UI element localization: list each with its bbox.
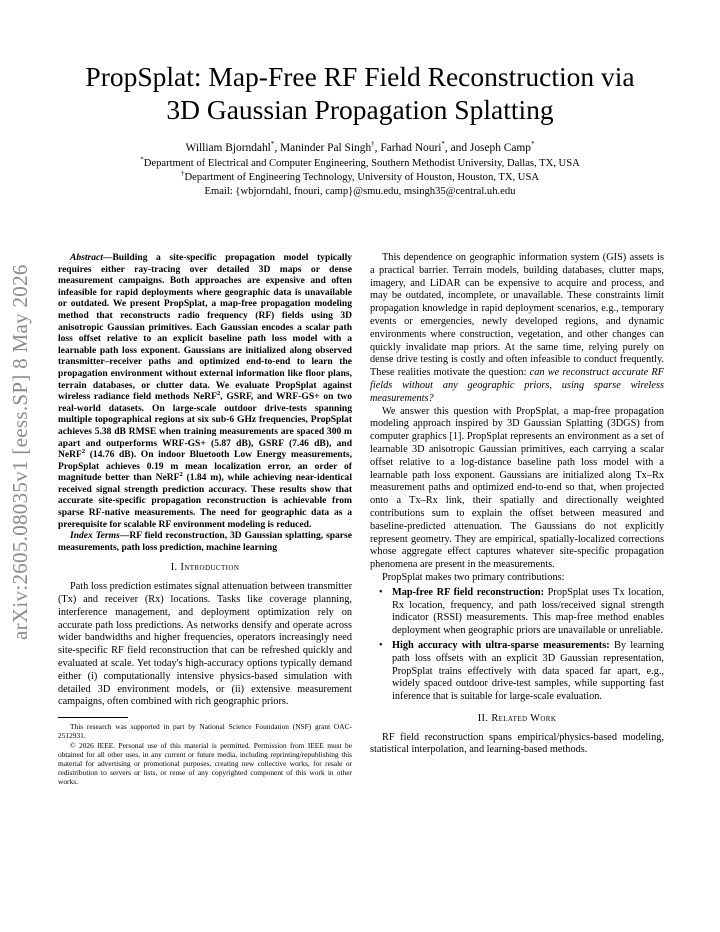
copyright-note: © 2026 IEEE. Personal use of this material is permitted. Permission from IEEE must be obtained for all other uses, in any current or future media, including reprinting/republishing this material for advertising or promotional purposes, creating new collective works, for resale or redistribution to servers or lists, or reuse of any copyrighted component of this work in other works. <box>58 740 352 787</box>
title-line-2: 3D Gaussian Propagation Splatting <box>166 94 554 125</box>
author-2-mark: † <box>371 140 375 149</box>
author-4: and Joseph Camp <box>450 142 531 154</box>
abstract-label: Abstract <box>70 252 103 263</box>
related-work-paragraph: RF field reconstruction spans empirical/physics-based modeling, statistical interpolation, and learning-based methods. <box>370 731 664 756</box>
footnote <box>58 722 352 786</box>
intro-paragraph: Path loss prediction estimates signal attenuation between transmitter (Tx) and receiver (Rx) locations. Tasks like coverage planning, interference management, and deployment optimization rely on accurate path loss predictions. As networks densify and operate across wider bandwidths and higher frequencies, operators increasingly need site-specific RF field reconstruction that can be refreshed quickly and evaluated at scale. Yet today's high-accuracy options typically demand either (i) computationally intensive physics-based simulation with detailed 3D environment models, or (ii) extensive measurement campaigns, often combined with rich geographic priors. <box>58 581 352 708</box>
index-terms: Index Terms—RF field reconstruction, 3D Gaussian splatting, sparse measurements, path loss prediction, machine learning <box>58 530 352 553</box>
section-heading-introduction: I. Introduction <box>170 562 240 574</box>
title-line-1: PropSplat: Map-Free RF Field Reconstruction via <box>85 61 635 92</box>
author-2: Maninder Pal Singh <box>280 142 372 154</box>
contribution-item-map-free: • Map-free RF field reconstruction: PropSplat uses Tx location, Rx location, frequency, and path loss/received signal strength indicator (RSSI) measurements. This map-free method enables deployment when geographic priors are unavailable or unreliable. <box>392 587 664 638</box>
funding-note: This research was supported in part by National Science Foundation (NSF) grant OAC-2512931. <box>58 722 352 741</box>
affiliation-2: †Department of Engineering Technology, University of Houston, Houston, TX, USA <box>181 169 539 183</box>
left-column <box>58 252 352 787</box>
author-1: William Bjorndahl <box>185 142 271 154</box>
author-4-mark: * <box>530 140 535 149</box>
abstract: Abstract—Building a site-specific propagation model typically requires either ray-tracing over detailed 3D maps or dense measurement campaigns. Both approaches are expensive and often infeasible for rapid deployments where geographic data is unavailable or outdated. We present PropSplat, a map-free propagation modeling method that reconstructs radio frequency (RF) fields using 3D anisotropic Gaussian primitives. Each Gaussian encodes a scalar path loss offset relative to an explicit baseline path loss model with a learnable path loss exponent. Gaussians are initialized along observed transmitter–receiver paths and optimized end-to-end to learn the propagation environment without external information like floor plans, terrain databases, or clutter data. We evaluate PropSplat against wireless radiance field methods NeRF$^2$, GSRF, and WRF-GS+ on two real-world datasets. On large-scale outdoor drive-tests spanning multiple topographical regions at six sub-6 GHz frequencies, PropSplat achieves 5.38 dB RMSE when training measurements are spaced 300 m apart and outperforms WRF-GS+ (5.87 dB), GSRF (7.46 dB), and NeRF$^2$ (14.76 dB). On indoor Bluetooth Low Energy measurements, PropSplat achieves 0.19 m mean localization error, an order of magnitude better than NeRF$^2$ (1.84 m), while achieving near-identical received signal strength prediction accuracy. These results show that accurate site-specific propagation reconstruction is achievable from sparse RF-native measurements. The need for geographic data as a prerequisite for scalable RF environment modeling is reduced. <box>58 252 352 530</box>
author-email: Email: {wbjorndahl, fnouri, camp}@smu.edu, msingh35@central.uh.edu <box>204 186 516 197</box>
footnote-rule <box>58 717 128 718</box>
section-heading-related-work: II. Related Work <box>477 712 557 724</box>
propsplat-paragraph: We answer this question with PropSplat, a map-free propagation modeling approach inspired by 3D Gaussian Splatting (3DGS) from computer graphics [1]. PropSplat represents an environment as a set of learnable 3D anisotropic Gaussian primitives, each carrying a scalar offset relative to a log-distance baseline path loss model with a learnable path loss exponent. Gaussians are initialized along Tx–Rx measurement paths and optimized end-to-end so that, when projected onto a Tx–Rx link, their spatially and directionally weighted contributions sum to explain the offset between measured and baseline-predicted attenuation. The Gaussians do not explicitly represent geometry. They are empirical, spatially-localized corrections whose aggregate effect captures whatever site-specific propagation phenomena are present in the measurements. <box>370 405 664 571</box>
arxiv-side-identifier: arXiv:2605.08035v1 [eess.SP] 8 May 2026 <box>8 264 32 640</box>
contribution-item-accuracy: • High accuracy with ultra-sparse measurements: By learning path loss offsets with an explicit 3D Gaussian representation, PropSplat trains effectively with data spaced far apart, e.g., widely spaced outdoor drive-test samples, while supporting fast inference that is suitable for large-scale evaluation. <box>392 640 664 704</box>
affiliation-1: *Department of Electrical and Computer Engineering, Southern Methodist University, Dallas, TX, USA <box>140 155 580 169</box>
author-3-mark: * <box>441 140 445 149</box>
affiliation-1-mark: * <box>140 155 144 164</box>
contributions-intro: PropSplat makes two primary contributions: <box>382 571 565 583</box>
affiliation-2-mark: † <box>181 169 185 178</box>
author-3: Farhad Nouri <box>380 142 442 154</box>
author-names: William Bjorndahl*, Maninder Pal Singh†, Farhad Nouri*, and Joseph Camp* <box>185 140 535 154</box>
index-terms-label: Index Terms <box>70 530 120 542</box>
gis-paragraph: This dependence on geographic information system (GIS) assets is a practical barrier. Terrain models, building databases, clutter maps, imagery, and LiDAR can be expensive to acquire and process, and may be outdated, incomplete, or unavailable. These constraints limit propagation knowledge in rapid deployment scenarios, e.g., temporary events or emergencies, newly developed regions, and dynamic environments where construction, vegetation, and other changes can quickly invalidate map priors. At the same time, relying purely on dense drive testing is costly and often infeasible to conduct frequently. These realities motivate the question: can we reconstruct accurate RF fields without any geographic priors, using sparse wireless measurements? <box>370 252 664 404</box>
contributions-list <box>370 587 664 704</box>
research-question: can we reconstruct accurate RF fields without any geographic priors, using sparse wireless measurements? <box>370 367 664 404</box>
right-column <box>370 252 664 757</box>
author-block <box>40 141 680 199</box>
author-1-mark: * <box>270 140 275 149</box>
paper-title <box>40 60 680 126</box>
